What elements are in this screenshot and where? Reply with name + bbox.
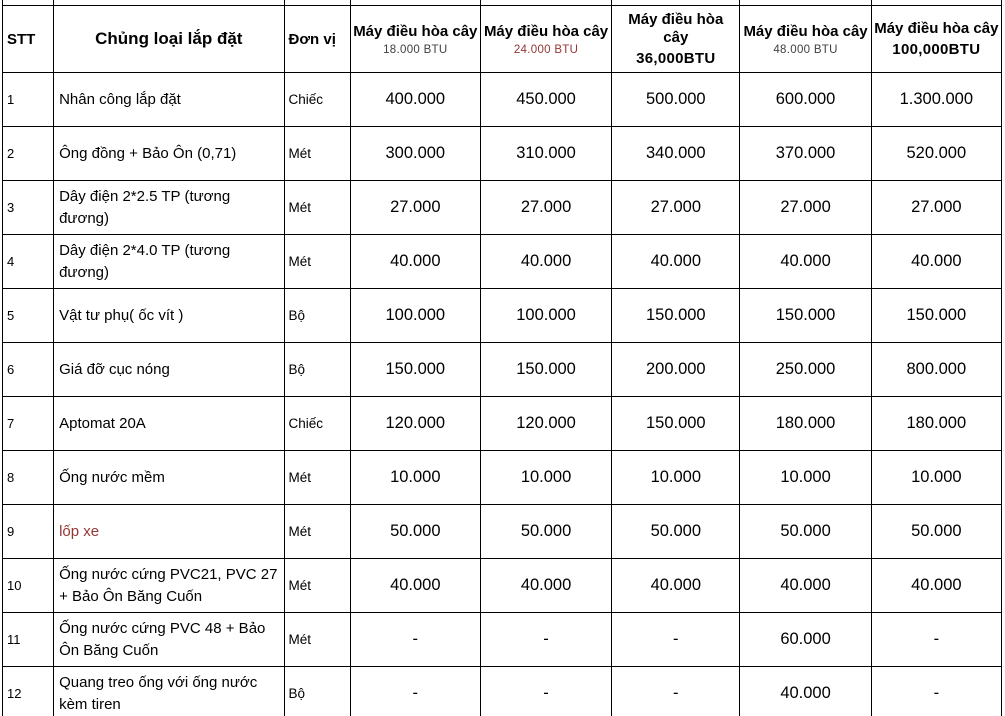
price-cell: 520.000 [871, 127, 1001, 181]
price-cell: 50.000 [480, 505, 611, 559]
category-cell: Nhân công lắp đặt [54, 73, 284, 127]
price-cell: - [871, 667, 1001, 716]
price-cell: 40.000 [350, 235, 480, 289]
price-cell: 10.000 [871, 451, 1001, 505]
machine-header-btu: 48.000 BTU [773, 43, 838, 56]
machine-header-btu: 24.000 BTU [513, 43, 579, 56]
machine-header-btu: 36,000BTU [636, 50, 716, 67]
header-cell-machine-36000 [612, 6, 740, 73]
machine-header-title: Máy điều hòa cây [743, 22, 868, 40]
stt-cell: 8 [3, 451, 54, 505]
stt-cell: 7 [3, 397, 54, 451]
price-cell: 40.000 [740, 235, 871, 289]
table-row [3, 451, 1002, 505]
category-cell: Dây điện 2*2.5 TP (tương đương) [54, 181, 284, 235]
unit-cell: Mét [284, 505, 350, 559]
price-cell: - [871, 613, 1001, 667]
unit-cell: Mét [284, 181, 350, 235]
table-row [3, 235, 1002, 289]
price-cell: 150.000 [480, 343, 611, 397]
price-cell: 120.000 [350, 397, 480, 451]
price-cell: 40.000 [480, 559, 611, 613]
unit-cell: Mét [284, 559, 350, 613]
price-cell: 27.000 [871, 181, 1001, 235]
price-cell: 27.000 [350, 181, 480, 235]
installation-price-table [2, 0, 1002, 716]
price-cell: 150.000 [612, 289, 740, 343]
unit-cell: Mét [284, 127, 350, 181]
stt-cell: 10 [3, 559, 54, 613]
price-cell: 600.000 [740, 73, 871, 127]
price-cell: - [480, 667, 611, 716]
stt-cell: 1 [3, 73, 54, 127]
stt-cell: 3 [3, 181, 54, 235]
price-cell: 50.000 [871, 505, 1001, 559]
price-cell: 40.000 [740, 559, 871, 613]
table-row [3, 559, 1002, 613]
price-cell: 40.000 [871, 235, 1001, 289]
price-cell: 27.000 [480, 181, 611, 235]
price-cell: - [612, 667, 740, 716]
category-cell: lốp xe [54, 505, 284, 559]
category-cell: Ông đồng + Bảo Ôn (0,71) [54, 127, 284, 181]
table-row [3, 73, 1002, 127]
price-cell: 180.000 [871, 397, 1001, 451]
price-cell: - [612, 613, 740, 667]
price-cell: 10.000 [350, 451, 480, 505]
table-header-row [3, 6, 1002, 73]
price-cell: 100.000 [480, 289, 611, 343]
price-cell: 150.000 [871, 289, 1001, 343]
table-row [3, 397, 1002, 451]
price-cell: 310.000 [480, 127, 611, 181]
machine-header-btu: 100,000BTU [892, 41, 981, 58]
table-row [3, 343, 1002, 397]
category-cell: Ống nước mềm [54, 451, 284, 505]
unit-cell: Mét [284, 451, 350, 505]
category-cell: Vật tư phụ( ốc vít ) [54, 289, 284, 343]
price-cell: 10.000 [612, 451, 740, 505]
price-cell: 10.000 [740, 451, 871, 505]
table-row [3, 181, 1002, 235]
price-cell: 10.000 [480, 451, 611, 505]
unit-cell: Mét [284, 235, 350, 289]
table-row [3, 505, 1002, 559]
table-row [3, 289, 1002, 343]
table-row [3, 613, 1002, 667]
price-cell: - [350, 613, 480, 667]
stt-cell: 12 [3, 667, 54, 716]
price-cell: 40.000 [871, 559, 1001, 613]
price-cell: 120.000 [480, 397, 611, 451]
table-row [3, 127, 1002, 181]
unit-cell: Bộ [284, 289, 350, 343]
price-cell: 200.000 [612, 343, 740, 397]
price-cell: 50.000 [740, 505, 871, 559]
machine-header-title: Máy điều hòa cây [353, 22, 478, 40]
price-cell: 60.000 [740, 613, 871, 667]
price-cell: 340.000 [612, 127, 740, 181]
price-cell: 150.000 [350, 343, 480, 397]
price-cell: 50.000 [350, 505, 480, 559]
header-cell-machine-48000 [740, 6, 871, 73]
price-cell: 450.000 [480, 73, 611, 127]
price-cell: 800.000 [871, 343, 1001, 397]
price-cell: 150.000 [740, 289, 871, 343]
unit-cell: Mét [284, 613, 350, 667]
price-cell: 370.000 [740, 127, 871, 181]
machine-header-title: Máy điều hòa cây [628, 11, 724, 46]
category-cell: Ống nước cứng PVC21, PVC 27 + Bảo Ôn Băng Cuốn [54, 559, 284, 613]
stt-cell: 5 [3, 289, 54, 343]
price-cell: 180.000 [740, 397, 871, 451]
machine-header-title: Máy điều hòa cây [483, 22, 609, 40]
unit-cell: Chiếc [284, 397, 350, 451]
machine-header-btu: 18.000 BTU [383, 43, 448, 56]
table-row [3, 667, 1002, 716]
header-cell-machine-100000 [871, 6, 1001, 73]
stt-cell: 4 [3, 235, 54, 289]
header-cell-unit: Đơn vị [284, 6, 350, 73]
price-cell: 100.000 [350, 289, 480, 343]
category-cell: Ống nước cứng PVC 48 + Bảo Ôn Băng Cuốn [54, 613, 284, 667]
category-cell: Quang treo ống với ống nước kèm tiren [54, 667, 284, 716]
price-cell: 27.000 [740, 181, 871, 235]
price-cell: - [350, 667, 480, 716]
price-cell: 40.000 [612, 559, 740, 613]
header-cell-stt: STT [3, 6, 54, 73]
price-cell: 40.000 [612, 235, 740, 289]
stt-cell: 9 [3, 505, 54, 559]
unit-cell: Bộ [284, 667, 350, 716]
stt-cell: 6 [3, 343, 54, 397]
price-cell: 150.000 [612, 397, 740, 451]
header-cell-machine-18000 [350, 6, 480, 73]
category-cell: Aptomat 20A [54, 397, 284, 451]
unit-cell: Bộ [284, 343, 350, 397]
header-cell-category: Chủng loại lắp đặt [54, 6, 284, 73]
price-cell: 300.000 [350, 127, 480, 181]
machine-header-title: Máy điều hòa cây [874, 20, 999, 37]
price-cell: 40.000 [350, 559, 480, 613]
category-cell: Giá đỡ cục nóng [54, 343, 284, 397]
unit-cell: Chiếc [284, 73, 350, 127]
category-cell: Dây điện 2*4.0 TP (tương đương) [54, 235, 284, 289]
price-cell: 50.000 [612, 505, 740, 559]
price-cell: 40.000 [480, 235, 611, 289]
price-cell: 500.000 [612, 73, 740, 127]
price-cell: 250.000 [740, 343, 871, 397]
stt-cell: 11 [3, 613, 54, 667]
price-cell: 40.000 [740, 667, 871, 716]
header-cell-machine-24000 [480, 6, 611, 73]
price-cell: 400.000 [350, 73, 480, 127]
price-cell: 27.000 [612, 181, 740, 235]
stt-cell: 2 [3, 127, 54, 181]
price-cell: - [480, 613, 611, 667]
price-cell: 1.300.000 [871, 73, 1001, 127]
